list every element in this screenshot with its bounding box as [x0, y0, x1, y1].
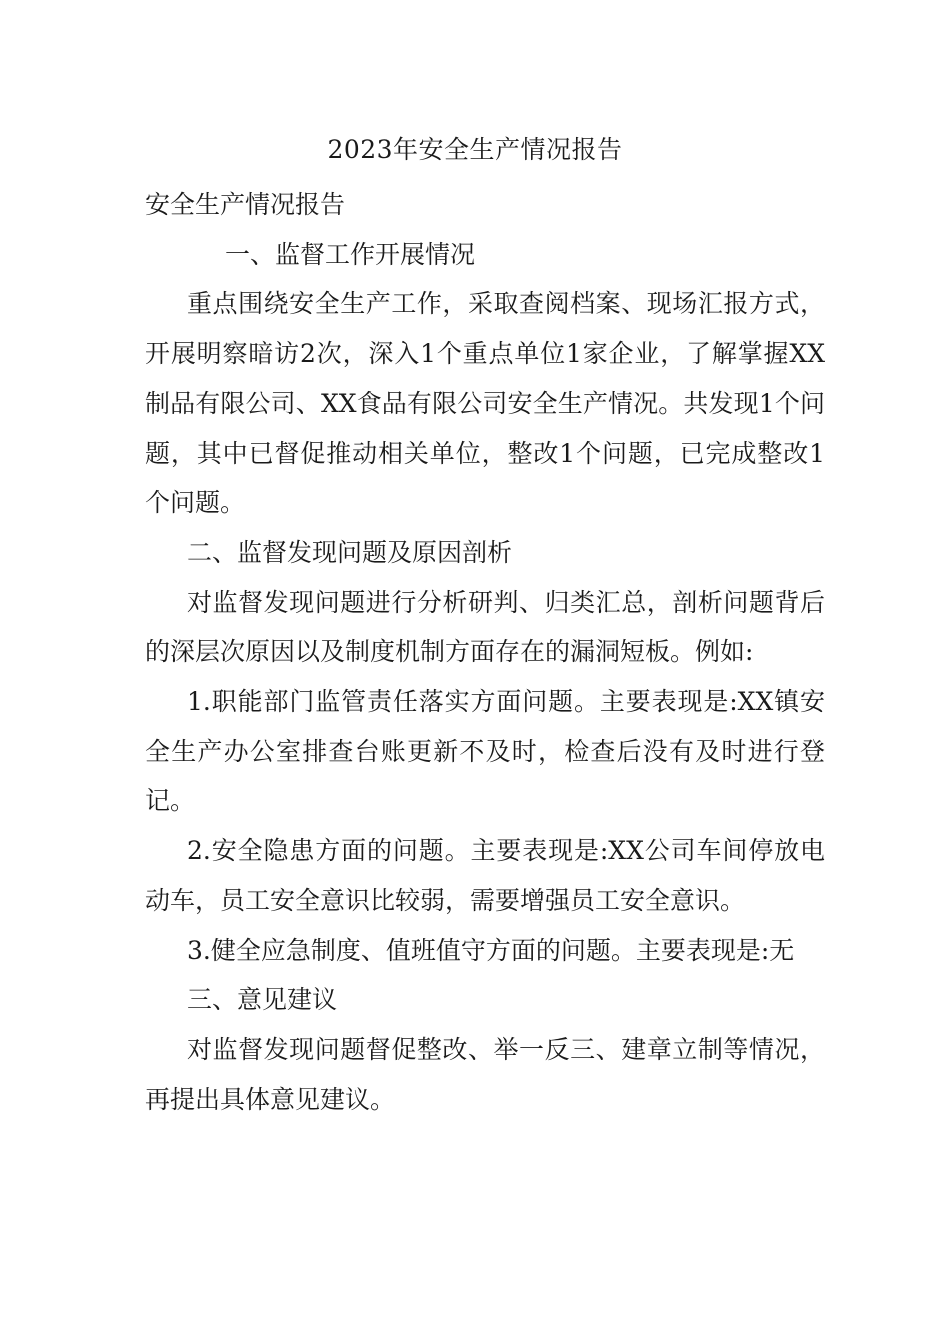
- document-title: 2023年安全生产情况报告: [327, 135, 623, 164]
- paragraph-issue-3: 3.健全应急制度、值班值守方面的问题。主要表现是:无: [187, 935, 795, 965]
- section-heading-1: 一、监督工作开展情况: [225, 239, 476, 269]
- paragraph-analysis: 对监督发现问题进行分析研判、归类汇总，剖析问题背后的深层次原因以及制度机制方面存在的漏洞短板。例如:: [145, 587, 825, 667]
- section-heading-3: 三、意见建议: [187, 985, 338, 1015]
- paragraph-suggestions: 对监督发现问题督促整改、举一反三、建章立制等情况，再提出具体意见建议。: [145, 1034, 825, 1114]
- paragraph-issue-2: 2.安全隐患方面的问题。主要表现是:XX公司车间停放电动车，员工安全意识比较弱，需要增强员工安全意识。: [145, 836, 825, 915]
- document-body: [145, 180, 825, 1124]
- paragraph-issue-1: 1.职能部门监管责任落实方面问题。主要表现是:XX镇安全生产办公室排查台账更新不及时，检查后没有及时进行登记。: [145, 687, 825, 816]
- section-heading-2: 二、监督发现问题及原因剖析: [187, 537, 513, 567]
- document-subtitle: 安全生产情况报告: [145, 190, 346, 219]
- paragraph-work-overview: 重点围绕安全生产工作，采取查阅档案、现场汇报方式，开展明察暗访2次，深入1个重点单位1家企业，了解掌握XX制品有限公司、XX食品有限公司安全生产情况。共发现1个问题，其中已督促推动相关单位，整改1个问题，已完成整改1个问题。: [145, 289, 825, 518]
